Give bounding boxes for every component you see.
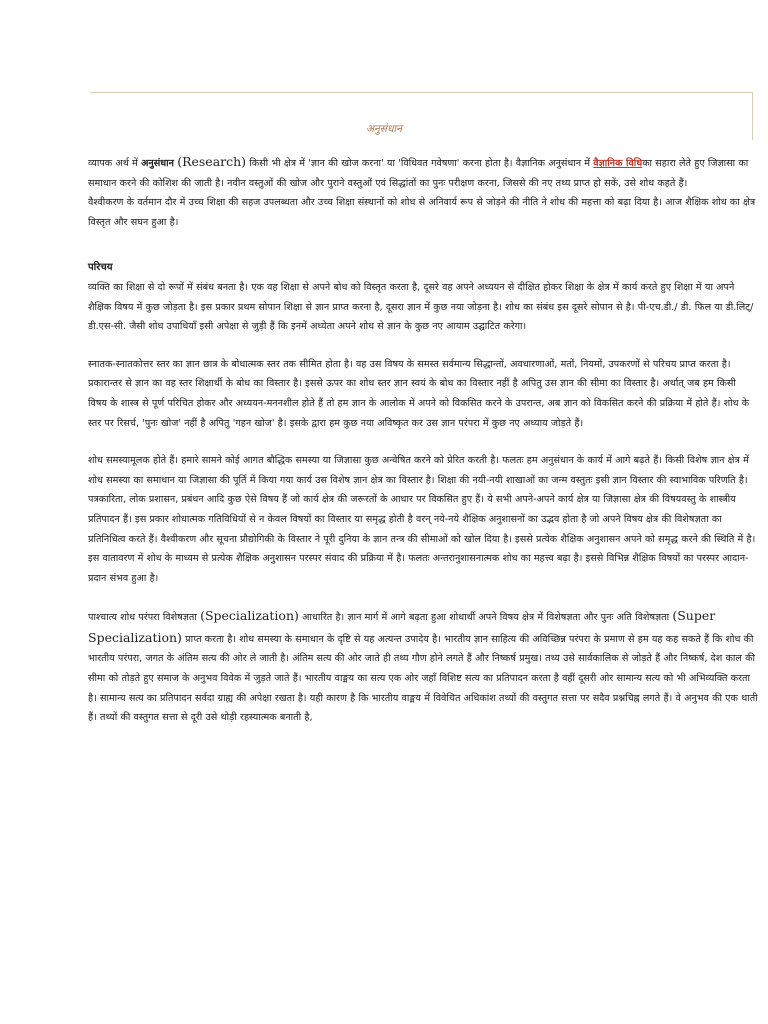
pashchatya-text-a: पाश्चात्य शोध परंपरा विशेषज्ञता	[88, 612, 197, 624]
intro-term-english: (Research)	[177, 154, 247, 169]
intro-term: अनुसंधान	[141, 158, 174, 169]
section-heading-parichay: परिचय	[88, 262, 113, 274]
intro-text-c: का सहारा लेते हुए जिज्ञासा का समाधान करने की कोशिश की जाती है। नवीन वस्तुओं की खोज और पुराने वस्तुओं एवं सिद्धांतों का पुनः परीक्षण करना, जिससे की नए तथ्य प्राप्त हो सकें, उसे शोध कहते हैं।	[88, 158, 749, 189]
spacer	[88, 232, 758, 258]
intro-text-a: व्यापक अर्थ में	[88, 158, 138, 169]
pashchatya-text-c: प्राप्त करता है। शोध समस्या के समाधान के दृष्टि से यह अत्यन्त उपादेय है। भारतीय ज्ञान साहित्य की अविच्छिन्न परंपरा के प्रमाण से हम यह कह सकते हैं कि शोध की भारतीय परंपरा, जगत के अंतिम सत्य की ओर ले जाती है। अंतिम सत्य की ओर जाते ही तथ्य गौण होने लगते हैं और निष्कर्ष प्रमुख। तथ्य उसे सार्वकालिक से जोड़ते हैं और निष्कर्ष, देश काल की सीमा को तोड़ते हुए समाज के अनुभव विवेक में जुड़ते जाते हैं। भारतीय वाङ्मय का सत्य एक ओर जहाँ विशिष्ट सत्य का प्रतिपादन करता है वहीं दूसरी ओर सामान्य सत्य को भी अभिव्यक्ति करता है। सामान्य सत्य का प्रतिपादन सर्वदा ग्राह्य की अपेक्षा रखता है। यही कारण है कि भारतीय वाङ्मय में विवेचित अधिकांश तथ्यों की वस्तुगत सत्ता पर सदैव प्रश्नचिह्न लगते हैं। वे अनुभव की एक थाती हैं। तथ्यों की वस्तुगत सत्ता से दूरी उसे थोड़ी रहस्यात्मक बनाती है,	[88, 633, 758, 724]
pashchatya-paragraph	[88, 606, 758, 728]
spacer	[88, 433, 758, 451]
document-body	[88, 152, 758, 728]
header-rule	[90, 92, 752, 93]
document-title: अनुसंधान	[366, 123, 402, 135]
super-specialization-english: (Super Specialization)	[88, 608, 716, 645]
spacer	[88, 588, 758, 606]
snatak-paragraph: स्नातक-स्नातकोत्तर स्तर का ज्ञान छात्र के बोधात्मक स्तर तक सीमित होता है। वह उस विषय के समस्त सर्वमान्य सिद्धान्तों, अवधारणाओं, मतों, नियमों, उपकरणों से परिचय प्राप्त करता है। प्रकारान्तर से ज्ञान का वह स्तर शिक्षार्थी के बोध का विस्तार है। इससे ऊपर का शोध स्तर ज्ञान स्वयं के बोध का विस्तार नहीं है अपितु उस ज्ञान की सीमा का विस्तार है। अर्थात् जब हम किसी विषय के शास्त्र से पूर्ण परिचित होकर और अध्ययन-मननशील होते हैं तो हम ज्ञान के आलोक में अपने को विकसित करने के उपरान्त, अब ज्ञान को विकसित करने की प्रक्रिया में होते हैं। शोध के स्तर पर रिसर्च, 'पुनः खोज' नहीं है अपितु 'गहन खोज' है। इसके द्वारा हम कुछ नया अविष्कृत कर उस ज्ञान परंपरा में कुछ नए अध्याय जोड़ते हैं।	[88, 358, 750, 429]
intro-text-b: किसी भी क्षेत्र में 'ज्ञान की खोज करना' या 'विधिवत गवेषणा' करना होता है। वैज्ञानिक अनुसंधान में	[249, 158, 591, 169]
globalization-paragraph: वैश्वीकरण के वर्तमान दौर में उच्च शिक्षा की सहज उपलब्धता और उच्च शिक्षा संस्थानों को शोध से अनिवार्य रूप से जोड़ने की नीति ने शोध की महत्ता को बढ़ा दिया है। आज शैक्षिक शोध का क्षेत्र विस्तृत और सघन हुआ है।	[88, 197, 756, 228]
spacer	[88, 337, 758, 355]
intro-paragraph	[88, 152, 758, 193]
parichay-paragraph: व्यक्ति का शिक्षा से दो रूपों में संबंध बनता है। एक वह शिक्षा से अपने बोध को विस्तृत करता है, दूसरे वह अपने अध्ययन से दीक्षित होकर शिक्षा के क्षेत्र में कार्य करते हुए शिक्षा में या अपने शैक्षिक विषय में कुछ जोड़ता है। इस प्रकार प्रथम सोपान शिक्षा से ज्ञान प्राप्त करना है, दूसरा ज्ञान में कुछ नया जोड़ना है। शोध का संबंध इस दूसरे सोपान से है। पी-एच.डी./ डी. फिल या डी.लिट्/डी.एस-सी. जैसी शोध उपाधियाँ इसी अपेक्षा से जुड़ी हैं कि इनमें अध्येता अपने शोध से ज्ञान के कुछ नए आयाम उद्घाटित करेगा।	[88, 281, 754, 333]
specialization-english: (Specialization)	[200, 608, 299, 624]
pashchatya-text-b: आधारित है। ज्ञान मार्ग में आगे बढ़ता हुआ शोधार्थी अपने विषय क्षेत्र में विशेषज्ञता और पुनः अति विशेषज्ञता	[302, 612, 670, 624]
scientific-method-link[interactable]: वैज्ञानिक विधि	[593, 158, 643, 169]
shodh-paragraph: शोध समस्यामूलक होते हैं। हमारे सामने कोई आगत बौद्धिक समस्या या जिज्ञासा कुछ अन्वेषित करने को प्रेरित करती है। फलतः हम अनुसंधान के कार्य में आगे बढ़ते हैं। किसी विशेष ज्ञान क्षेत्र में शोध समस्या का समाधान या जिज्ञासा की पूर्ति में किया गया कार्य उस विशेष ज्ञान क्षेत्र का विस्तार है। शिक्षा की नयी-नयी शाखाओं का जन्म वस्तुतः इसी ज्ञान विस्तार की स्वाभाविक परिणति है। पत्रकारिता, लोक प्रशासन, प्रबंधन आदि कुछ ऐसे विषय हैं जो कार्य क्षेत्र की जरूरतों के आधार पर विकसित हुए हैं। ये सभी अपने-अपने कार्य क्षेत्र या जिज्ञासा क्षेत्र की विषयवस्तु के शास्त्रीय प्रतिपादन हैं। इस प्रकार शोधात्मक गतिविधियों से न केवल विषयों का विस्तार या समृद्ध होती है वरन् नये-नये शैक्षिक अनुशासनों का उद्भव होता है जो अपने विषय क्षेत्र की विशेषज्ञता का प्रतिनिधित्व करते हैं। वैश्वीकरण और सूचना प्रौद्योगिकी के विस्तार ने पूरी दुनिया के ज्ञान तन्त्र की सीमाओं को खोल दिया है। इससे प्रत्येक शैक्षिक अनुशासन अपने को समृद्ध करने की स्थिति में है। इस वातावरण में शोध के माध्यम से प्रत्येक शैक्षिक अनुशासन परस्पर संवाद की प्रक्रिया में है। फलतः अन्तरानुशासनात्मक शोध का महत्त्व बढ़ा है। इससे विभिन्न शैक्षिक विषयों का परस्पर आदान-प्रदान संभव हुआ है।	[88, 455, 756, 584]
